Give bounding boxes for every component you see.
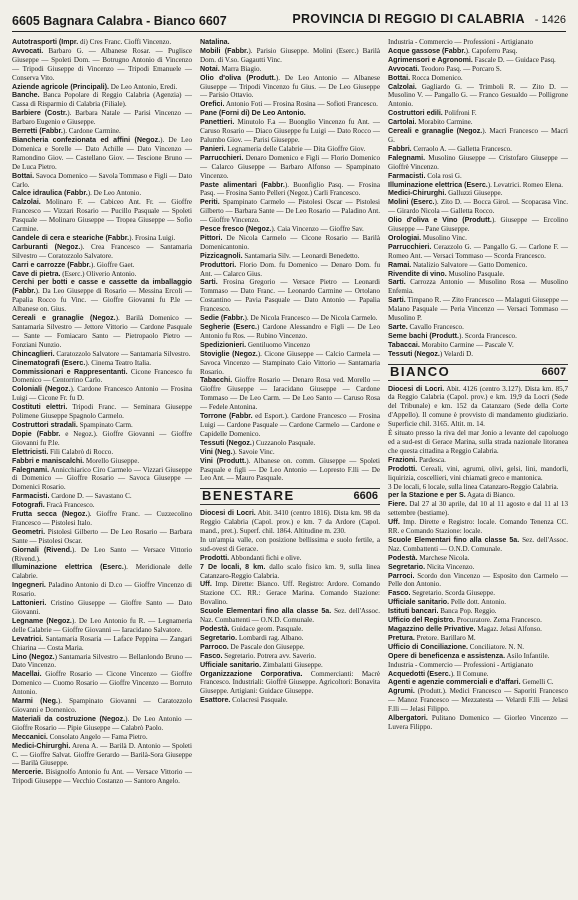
- directory-entry: Dopie (Fabbr. e Negoz.). Gioffre Giovanni — Gioffre Giovanni fu P.le.: [12, 429, 192, 447]
- directory-entry: per la Stazione e per S. Agata di Bianco.: [388, 491, 515, 500]
- directory-entry: Spedizionieri. Gentiluomo Vincenzo: [200, 340, 311, 349]
- directory-entry: Sedie (Fabbr.). De Nicola Francesco — De Nicola Carmelo.: [200, 314, 378, 323]
- directory-entry: Tessuti (Negoz.) Velardi D.: [388, 349, 474, 358]
- directory-entry: Acque gassose (Fabbr.). Capoferro Pasq.: [388, 46, 518, 55]
- directory-entry: Fabbri e maniscalchi. Morello Giuseppe.: [12, 456, 140, 465]
- directory-entry: Commissionari e Rappresentanti. Cicone Francesco fu Domenico — Centorrino Carlo.: [12, 367, 192, 385]
- directory-entry: 7 De locali, 8 km. dallo scalo fisico km. 9, sulla linea Catanzaro-Reggio Calabria.: [200, 562, 380, 580]
- directory-entry: Industria - Commercio — Professioni - Artigianato: [388, 38, 534, 46]
- directory-entry: Sarti. Frosina Gregorio — Versace Pietro — Leonardi Tommaso — Dato Franc. — Leonardo Carmine — Ortolano Costantino — Pavia Pasquale — Dato Antonio — Papalia Francesco.: [200, 278, 380, 314]
- directory-entry: Acquedotti (Eserc.). Il Comune.: [388, 669, 489, 678]
- directory-entry: Ramai. Natalizio Salvatore — Gatto Domenico.: [388, 260, 528, 269]
- directory-entry: Fotografi. Fracà Francesco.: [12, 501, 95, 510]
- directory-entry: Prodotti. Abbondanti fichi e olive.: [200, 553, 302, 562]
- directory-entry: Illuminazione elettrica (Eserc.). Levatrici. Romeo Elena.: [388, 180, 563, 189]
- directory-entry: Marmi (Neg.). Spampinato Giovanni — Caratozzolo Giovanni e Domenico.: [12, 697, 192, 714]
- directory-entry: Banche. Banca Popolare di Reggio Calabria (Agenzia) — Cassa di Risparmio di Calabria (Filiale).: [12, 91, 192, 109]
- header-left: 6605 Bagnara Calabra - Bianco 6607: [12, 14, 227, 28]
- directory-entry: Geometri. Pistolesi Gilberto — De Leo Rosario — Barbara Sante — Pistolesi Oscar.: [12, 527, 192, 545]
- column-2: [200, 38, 380, 894]
- directory-entry: Orefici. Antonio Foti — Frosina Rosina — Sofioti Francesco.: [200, 100, 378, 109]
- directory-entry: Agenti e agenzie commerciali e d'affari. Gemelli C.: [388, 678, 554, 687]
- page-header: [12, 6, 566, 32]
- directory-entry: Parrucchieri. Cerazzolo G. — Pangallo G. — Carlone F. — Romeo Ant. — Versaci Tommaso — Scorda Francesco.: [388, 242, 568, 260]
- directory-entry: Pesce fresco (Negoz.). Caia Vincenzo — Gioffre Sav.: [200, 225, 364, 234]
- directory-entry: Aziende agricole (Principali). De Leo Antonio, Eredi.: [12, 82, 178, 91]
- directory-entry: Vini (Produtt.). Albanese on. comm. Giuseppe — Spoleti Pasquale e figli — De Leo Antonio — Lopresto F.lli — De Leo Ant. — Mauro Pasquale.: [200, 456, 380, 483]
- directory-entry: Sarte. Cavallo Francesco.: [388, 323, 464, 331]
- directory-entry: Fasco. Segretario. Scorda Giuseppe.: [388, 589, 495, 598]
- directory-entry: Costruttori edili. Polifroni F.: [388, 109, 477, 118]
- directory-entry: Uff. Imp. Dirette e Registro: locale. Comando Tenenza CC. RR. e Comando Stazione: locale.: [388, 518, 568, 536]
- directory-entry: Calzolai. Molinaro F. — Cabiceo Ant. Fr. — Gioffre Francesco — Vizzari Rosario — Pucillo Pasquale — Spoleti Pasquale — Molinaro Giuseppe — Tropea Giuseppe — Sofio Carmine.: [12, 198, 192, 234]
- directory-entry: Molini (Eserc.). Zito D. — Bocca Girol. — Scopacasa Vinc. — Girardo Nicola — Galletta Rocco.: [388, 198, 568, 216]
- directory-entry: Notai. Marra Biagio.: [200, 64, 262, 73]
- directory-entry: Rivendite di vino. Musolino Pasquale.: [388, 269, 505, 278]
- directory-entry: Medici-Chirurghi. Arena A. — Barilà D. Antonio — Spoleti C. — Gioffre Salvat. Gioffre Gerardo — Barilà-Sora Giuseppe — Barilà Giuseppe.: [12, 741, 192, 768]
- directory-entry: Ingegneri. Paladino Antonio di D.co — Gioffre Vincenzo di Rosario.: [12, 581, 192, 599]
- directory-entry: Pane (Forni di) De Leo Antonio.: [200, 109, 306, 118]
- directory-entry: Ufficio di Conciliazione. Conciliatore. N. N.: [388, 642, 524, 651]
- directory-entry: Periti. Spampinato Carmelo — Pistolesi Oscar — Pistolesi Gilberto — Barbara Sante — De Leo Rosario — Paladino Ant. — Gioffre Vincenzo.: [200, 198, 380, 225]
- directory-entry: Scuole Elementari fino alla classe 5a. Sez. dell'Assoc. Naz. Combattenti — O.N.D. Comunale.: [200, 607, 380, 625]
- directory-entry: Chincaglieri. Caratozzolo Salvatore — Santamaria Silvestro.: [12, 349, 191, 358]
- directory-entry: Podestà. Guidace geom. Pasquale.: [200, 625, 304, 633]
- directory-entry: Mercerie. Bisignolfo Antonio fu Ant. — Versace Vittorio — Tripodi Giuseppe — Vecchio Costanzo — Santoro Angelo.: [12, 768, 192, 786]
- directory-entry: Materiali da costruzione (Negoz.). De Leo Antonio — Gioffre Rosario — Pipie Giuseppe — Calabrò Paolo.: [12, 714, 192, 732]
- directory-entry: Carburanti (Negoz.). Crea Francesco — Santamaria Silvestro — Coratozzolo Salvatore.: [12, 242, 192, 260]
- directory-entry: Magazzino delle Privative. Magaz. Jelasi Alfonso.: [388, 625, 542, 633]
- section-title: [388, 364, 568, 381]
- directory-entry: Scuole Elementari fino alla classe 5a. Sez. dell'Assoc. Naz. Combattenti — O.N.D. Comunale.: [388, 535, 568, 553]
- directory-entry: Coloniali (Negoz.). Cardone Francesco Antonio — Frosina Luigi — Cicone Fr. fu D.: [12, 385, 192, 403]
- directory-entry: Podestà. Marchese Nicola.: [388, 553, 470, 562]
- directory-entry: Giornali (Rivend.). De Leo Santo — Versace Vittorio (Rivend.).: [12, 545, 192, 563]
- directory-entry: Fiere. Dal 27 al 30 aprile, dal 10 al 11 agosto e dal 11 al 13 settembre (bestiame).: [388, 500, 568, 518]
- directory-entry: Cartolai. Morabito Carmine.: [388, 118, 473, 127]
- directory-entry: Autotrasporti (Impr. di) Cres Franc. Cioffi Vincenzo.: [12, 38, 172, 46]
- directory-entry: Bottai. Rocca Domenico.: [388, 73, 463, 82]
- directory-entry: Lino (Negoz.) Santamaria Silvestro — Bellanlondo Bruno — Dato Vincenzo.: [12, 652, 192, 670]
- directory-entry: Cave di pietra. (Eserc.) Oliverio Antonio.: [12, 269, 137, 278]
- directory-entry: Segretario. Lombardi rag. Albano.: [200, 633, 304, 642]
- directory-entry: Parroco. De Pascale don Giuseppe.: [200, 642, 305, 651]
- directory-entry: Vini (Neg.). Savoie Vinc.: [200, 447, 275, 456]
- directory-entry: Tessuti (Negoz.) Cuzzanolo Pasquale.: [200, 438, 316, 447]
- directory-entry: 3 De locali, 6 locale, sulla linea Catanzaro-Reggio Calabria.: [388, 482, 559, 491]
- directory-entry: Parroci. Scordo don Vincenzo — Esposito don Carmelo — Pelle don Antonio.: [388, 571, 568, 589]
- directory-entry: Ufficiale sanitario. Zimbalatti Giuseppe.: [200, 660, 323, 669]
- directory-entry: Lattonieri. Cristino Giuseppe — Gioffre Santo — Dato Giovanni.: [12, 599, 192, 616]
- directory-entry: Orologiai. Musolino Vinc.: [388, 233, 467, 242]
- directory-entry: Falegnami. Annicchiarico Ciro Carmelo — Vizzari Giuseppe di Domenico — Gioffre Rosario — Savoca Giuseppe — Domenici Rosario.: [12, 465, 192, 492]
- directory-entry: Opere di beneficenza e assistenza. Asilo Infantile.: [388, 651, 550, 660]
- directory-entry: Tabacchi. Gioffre Rosario — Denaro Rosa ved. Morello — Gioffre Giuseppe — Iaracidano Giuseppe — Cardone Tommaso — De Leo Carm. — De Leo Santo — Caruso Rosa — Fedele Antonina.: [200, 376, 380, 412]
- directory-entry: Paste alimentari (Fabbr.). Buonfiglio Pasq. — Frosina Pasq. — Frosina Santo Pelleri (Negoz.) Carli Francesco.: [200, 180, 380, 198]
- directory-entry: Candele di cera e steariche (Fabbr.). Frosina Luigi.: [12, 233, 176, 242]
- directory-entry: Cereali e granaglie (Negoz.). Macrì Francesco — Macrì G.: [388, 127, 568, 144]
- column-3: [388, 38, 568, 894]
- directory-entry: Avvocati. Barbaro G. — Albanese Rosar. — Puglisce Giuseppe — Spoleti Dom. — Botrugno Antonio di Vincenzo — Tripodi Giuseppe di Vincenzo — Tripodi Emanuele — Conserva Vito.: [12, 46, 192, 82]
- directory-entry: Cinematografi (Eserc.). Cinema Teatro Italia.: [12, 358, 152, 367]
- directory-entry: Uff. Imp. Dirette: Bianco. Uff. Registro: Ardore. Comando Stazione CC. RR.: Gerace Marina. Comando Stazione: Bovalino.: [200, 580, 380, 607]
- directory-entry: Carri e carrozze (Fabbr.). Gioffre Gaet.: [12, 260, 135, 269]
- directory-entry: Frazioni. Pardesca.: [388, 455, 446, 464]
- directory-entry: Elettricisti. Fili Calabrò di Rocco.: [12, 447, 114, 456]
- directory-entry: Stoviglie (Negoz.). Cicone Giuseppe — Calcio Carmela — Savoca Vincenzo — Stampinato Caio Vittorio — Santamaria Rosario.: [200, 349, 380, 376]
- directory-entry: Mobili (Fabbr.). Parisio Giuseppe. Molini (Eserc.) Barilà Dom. di V.so. Gagautti Vinc.: [200, 46, 380, 64]
- directory-entry: Farmacisti. Cola rosi G.: [388, 171, 462, 180]
- section-code: 6607: [541, 365, 566, 378]
- directory-entry: Agrimensori e Agronomi. Fascale D. — Guidace Pasq.: [388, 55, 556, 64]
- directory-entry: Organizzazione Corporativa. Commercianti: Macrè Francesco. Industriali: Gioffrè Giuseppe. Agricoltori: Bonavita Giuseppe. Artigiani: Guidace Giuseppe.: [200, 669, 380, 696]
- section-name: BENESTARE: [202, 488, 295, 504]
- directory-entry: Biancheria confezionata ed affini (Negoz.). De Leo Domenica e Sorelle — Dato Achille — Dato Vincenzo — Ramondino Giov. — Castellano Giov. — Tescione Bruno — De Luca Pietro.: [12, 135, 192, 171]
- header-title: PROVINCIA DI REGGIO DI CALABRIA: [292, 12, 525, 26]
- directory-entry: Panieri. Legnameria delle Calabrie — Dita Gioffre Giov.: [200, 144, 366, 153]
- directory-entry: Meccanici. Consolato Angelo — Fama Pietro.: [12, 732, 148, 741]
- directory-entry: Agrumi. (Produtt.). Medici Francesco — Saporiti Francesco — Manoz Francesco — Mezzatesta — Velardi F.lli — Jelasi F.lli — Jelasi Filippo.: [388, 687, 568, 714]
- section-title: [200, 488, 380, 505]
- directory-entry: Pretura. Pretore. Barillaro M.: [388, 633, 476, 642]
- directory-entry: Costituti elettri. Tripodi Franc. — Seminara Giuseppe Polimene Giuseppe Spagnolo Carmelo.: [12, 403, 192, 421]
- directory-entry: Medici-Chirurghi. Galluzzi Giuseppe.: [388, 189, 503, 198]
- directory-entry: Costruttori stradali. Spampinato Carm.: [12, 420, 133, 429]
- section-name: BIANCO: [390, 363, 451, 379]
- directory-entry: Sarti. Timpano R. — Zito Francesco — Malaguti Giuseppe — Malano Pasquale — Peria Vincenzo — Versaci Tommaso — Musolino P.: [388, 296, 568, 323]
- directory-entry: Segherie (Eserc.) Cardone Alessandro e Figli — De Leo Antonio fu Ros. — Rubino Vincenzo.: [200, 323, 380, 340]
- directory-entry: Produttori. Florio Dom. fu Domenico — Denaro Dom. fu Ant. — Calarco Gius.: [200, 260, 380, 278]
- directory-entry: Torrone (Fabbr. ed Esport.). Cardone Francesco — Frosina Luigi — Cardone Pasquale — Cardone Carmelo — Cardone e Capidelle Domenico.: [200, 412, 380, 438]
- directory-entry: Farmacisti. Cardone D. — Savastano C.: [12, 492, 132, 501]
- directory-entry: Panettieri. Minutolo F.a — Buonglio Vincenzo fu Ant. — Caruso Rosario — Diaco Giuseppe fu Luigi — Dato Rocco — Palumbo Giov. — Parisi Giuseppe.: [200, 118, 380, 144]
- column-1: [12, 38, 192, 894]
- directory-entry: Prodotti. Cereali, vini, agrumi, olivi, gelsi, lini, mandorli, liquirizia, coscellieri, vini chiamati greco e mantonica.: [388, 464, 568, 482]
- section-code: 6606: [353, 490, 378, 503]
- directory-entry: Sarti. Carrozza Antonio — Musolino Rosa — Musolino Enfemia.: [388, 278, 568, 296]
- directory-entry: Segretario. Nicita Vincenzo.: [388, 562, 475, 571]
- directory-entry: Parrucchieri. Denaro Domenico e Figli — Florio Domenico — Calarco Giuseppe — Barbaro Alfonso — Spampinato Vincenzo.: [200, 153, 380, 180]
- directory-entry: Seme bachi (Produtt.). Scorda Francesco.: [388, 331, 517, 340]
- columns: [12, 38, 568, 894]
- directory-entry: Calzolai. Gagliardo G. — Trimboli R. — Zito D. — Musolino V. — Pangallo G. — Franco Gesualdo — Polligrone Antonio.: [388, 82, 568, 109]
- directory-entry: Diocesi di Locri. Abit. 4126 (centro 3.127). Dista km. 85,7 da Reggio Calabria (Capol. prov.) e km. 19,9 da Locri (Sede del Tribunale) e km. 152 da Catanzaro (Sede della Corte d'Appello). Il comune è provvisto di mandamento giudiziario. Superficie chil. 3165. Altit. m. 14.: [388, 384, 568, 429]
- directory-entry: Pittori. De Nicola Carmelo — Cicone Rosario — Barilà Domenicantonio.: [200, 233, 380, 251]
- directory-entry: Macellai. Gioffre Rosario — Cicone Vincenzo — Gioffre Domenico — Cuomo Rosario — Gioffre Vincenzo — Borruto Antonio.: [12, 670, 192, 697]
- directory-entry: Istituti bancari. Banca Pop. Reggio.: [388, 607, 497, 616]
- directory-entry: Ufficio del Registro. Procuratore. Zema Francesco.: [388, 616, 542, 625]
- directory-entry: Esattore. Colacresi Pasquale.: [200, 696, 288, 705]
- directory-entry: Levatrici. Santamaria Rosaria — Laface Peppina — Zangari Chiarina — Costa Maria.: [12, 634, 192, 652]
- directory-entry: Albergatori. Pulitano Domenico — Giorleo Vincenzo — Luvera Filippo.: [388, 714, 568, 731]
- directory-entry: In un'ampia valle, con posizione bellissima e suolo fertile, a sud-ovest di Gerace.: [200, 535, 380, 553]
- directory-entry: Bottai. Savoca Domenico — Savola Tommaso e Figli — Dato Carlo.: [12, 171, 192, 189]
- directory-entry: Legname (Negoz.). De Leo Antonio fu R. — Legnameria delle Calabrie — Gioffre Giovanni — Iaracidano Salvatore.: [12, 616, 192, 634]
- directory-entry: Falegnami. Musolino Giuseppe — Cristofaro Giuseppe — Gioffrè Vincenzo.: [388, 153, 568, 171]
- directory-entry: Barbiere (Costr.). Barbara Natale — Parisi Vincenzo — Barbaro Eugenio e Giuseppe.: [12, 109, 192, 127]
- directory-entry: Olio d'oliva e Vino (Produtt.). Giuseppe — Ercolino Giuseppe — Pane Giuseppe.: [388, 216, 568, 234]
- directory-entry: Frutta secca (Negoz.). Gioffre Franc. — Cuzzecolino Francesco — Pistolesi Italo.: [12, 510, 192, 527]
- directory-entry: Tabaccai. Morabito Carmine — Pascale V.: [388, 340, 514, 349]
- directory-entry: Illuminazione elettrica (Eserc.). Meridionale delle Calabrie.: [12, 563, 192, 581]
- directory-entry: Fasco. Segretario. Potrera avv. Saverio.: [200, 651, 316, 660]
- directory-entry: Olio d'oliva (Produtt.). De Leo Antonio — Albanese Giuseppe — Tripodi Vincenzo fu Gius. — De Leo Giuseppe — Parisio Ottavio.: [200, 73, 380, 100]
- directory-entry: Berretti (Fabbr.). Cardone Carmine.: [12, 127, 121, 136]
- directory-entry: È situato presso la riva del mar Jonio a levante del capoluogo ed a sud-est di Gerace Marina, sulla strada nazionale litoranea che questa cittadina a Reggio Calabria.: [388, 429, 568, 455]
- directory-entry: Industria - Commercio — Professioni - Artigianato: [388, 660, 534, 669]
- directory-entry: Calce idraulica (Fabbr.). De Leo Antonio.: [12, 189, 142, 198]
- directory-entry: Cereali e granaglie (Negoz.). Barilà Domenico — Santamaria Silvestro — Jettore Vittorio — Cardone Pasquale — Sante — Fomiacaro Santo — Pietropaolo Pietro — Fonziani Nunzio.: [12, 314, 192, 349]
- directory-entry: Natalina.: [200, 38, 230, 46]
- directory-entry: Fabbri. Cerraolo A. — Galletta Francesco.: [388, 144, 512, 153]
- directory-entry: Ufficiale sanitario. Pelle dott. Antonio.: [388, 598, 507, 607]
- directory-entry: Pizzicagnoli. Santamaria Silv. — Leonardi Benedetto.: [200, 251, 360, 260]
- directory-entry: Diocesi di Locri. Abit. 3410 (centro 1816). Dista km. 98 da Reggio Calabria (Capol. prov.) e km. 7 da Ardore (Capol. mand., pret.). Superf. chil. 1864. Altitudine m. 230.: [200, 509, 380, 536]
- directory-entry: Avvocati. Teodoro Pasq. — Porcaro S.: [388, 64, 502, 73]
- page-number: - 1426: [534, 14, 566, 26]
- directory-entry: Cerchi per botti e casse e cassette da imballaggio (Fabbr.). Da Leo Giuseppe di Rosario — Messina Ercoli — Papalia Rocco fu Vinc. — Gioffre Giovanni fu P.le — Albanese on. Gius.: [12, 278, 192, 314]
